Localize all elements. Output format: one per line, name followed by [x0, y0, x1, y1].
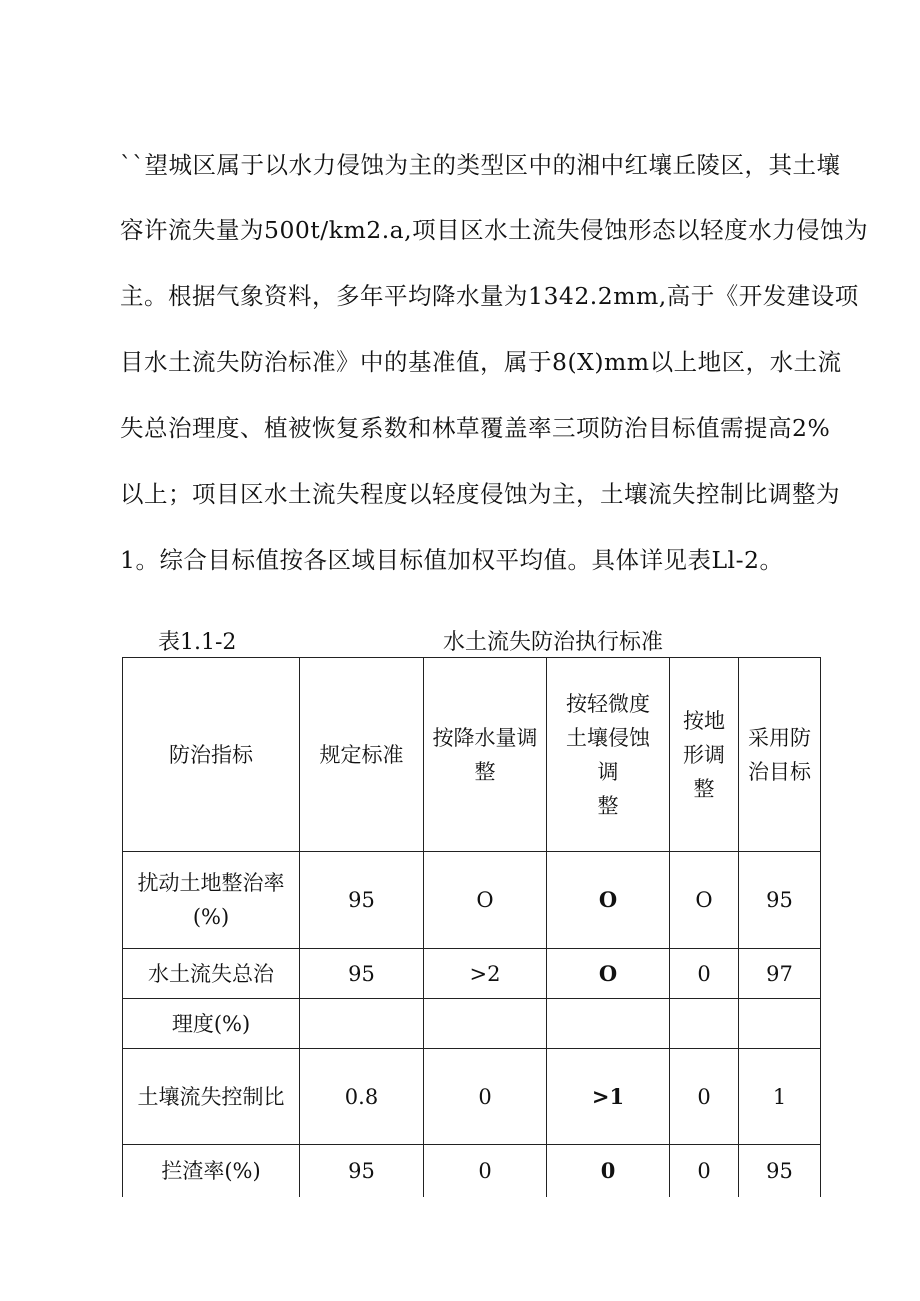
cell-target: 95 [739, 1145, 821, 1197]
table-number: 表1.1-2 [158, 630, 237, 655]
table-row [123, 999, 821, 1049]
standards-table [122, 657, 821, 1197]
header-indicator: 防治指标 [123, 658, 300, 852]
cell-terrain: 0 [670, 1145, 739, 1197]
paragraph-line: 以上；项目区水土流失程度以轻度侵蚀为主，土壤流失控制比调整为 [120, 480, 840, 508]
cell-target [739, 999, 821, 1049]
cell-terrain: 0 [670, 949, 739, 999]
cell-indicator: 土壤流失控制比 [123, 1049, 300, 1145]
cell-rain: >2 [424, 949, 547, 999]
cell-rain: 0 [424, 1049, 547, 1145]
paragraph-line: 主。根据气象资料，多年平均降水量为1342.2mm,高于《开发建设项 [120, 282, 859, 310]
cell-indicator: 理度(%) [123, 999, 300, 1049]
cell-terrain: 0 [670, 1049, 739, 1145]
cell-target: 95 [739, 852, 821, 949]
cell-standard: 95 [300, 1145, 424, 1197]
header-standard: 规定标准 [300, 658, 424, 852]
paragraph-line: ``望城区属于以水力侵蚀为主的类型区中的湘中红壤丘陵区，其土壤 [120, 151, 841, 179]
cell-terrain [670, 999, 739, 1049]
cell-erosion: O [547, 949, 670, 999]
cell-standard: 95 [300, 852, 424, 949]
cell-terrain: O [670, 852, 739, 949]
cell-rain: 0 [424, 1145, 547, 1197]
cell-indicator: 拦渣率(%) [123, 1145, 300, 1197]
header-terrain-adjust: 按地 形调 整 [670, 658, 739, 852]
cell-indicator: 水土流失总治 [123, 949, 300, 999]
cell-erosion [547, 999, 670, 1049]
paragraph-line: 1。综合目标值按各区域目标值加权平均值。具体详见表Ll-2。 [120, 546, 784, 574]
header-erosion-adjust: 按轻微度 土壤侵蚀 调 整 [547, 658, 670, 852]
paragraph-line: 失总治理度、植被恢复系数和林草覆盖率三项防治目标值需提高2% [120, 414, 831, 442]
cell-target: 1 [739, 1049, 821, 1145]
header-target: 采用防 治目标 [739, 658, 821, 852]
cell-standard: 95 [300, 949, 424, 999]
cell-target: 97 [739, 949, 821, 999]
table-row [123, 1145, 821, 1197]
table-row [123, 852, 821, 949]
table-title: 水土流失防治执行标准 [443, 630, 664, 655]
table-header-row [123, 658, 821, 852]
table-row [123, 949, 821, 999]
cell-standard: 0.8 [300, 1049, 424, 1145]
cell-standard [300, 999, 424, 1049]
paragraph-line: 容许流失量为500t/km2.a,项目区水土流失侵蚀形态以轻度水力侵蚀为 [120, 216, 869, 244]
cell-indicator: 扰动土地整治率 (%) [123, 852, 300, 949]
cell-erosion: >1 [547, 1049, 670, 1145]
cell-rain [424, 999, 547, 1049]
header-rain-adjust: 按降水量调 整 [424, 658, 547, 852]
paragraph-line: 目水土流失防治标准》中的基准值，属于8(X)mm以上地区，水土流 [120, 348, 842, 376]
cell-erosion: O [547, 852, 670, 949]
table-row [123, 1049, 821, 1145]
cell-rain: O [424, 852, 547, 949]
cell-erosion: 0 [547, 1145, 670, 1197]
